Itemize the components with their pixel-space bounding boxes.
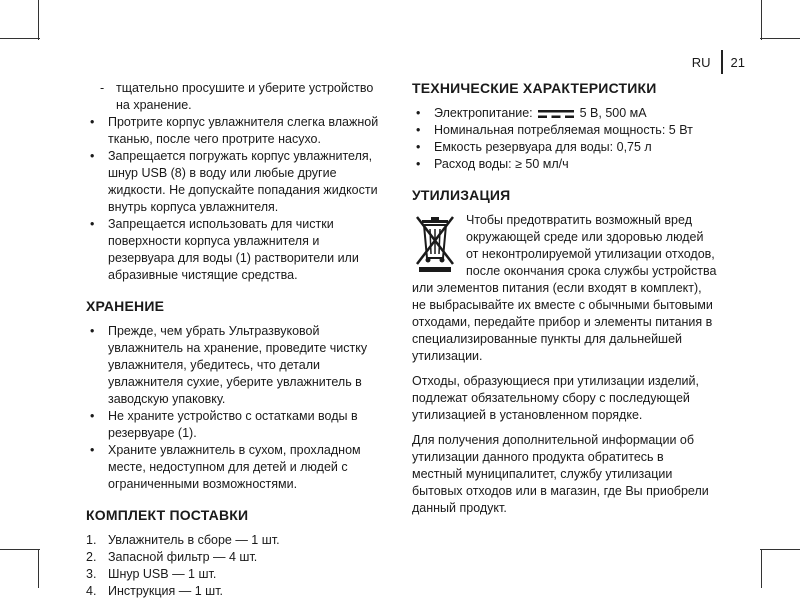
list-item [86, 583, 386, 600]
specs-list [412, 105, 717, 173]
list-item: • Расход воды: ≥ 50 мл/ч [412, 156, 717, 173]
right-column [412, 80, 717, 525]
item-text: Инструкция — 1 шт. [108, 584, 224, 598]
left-column [86, 80, 386, 600]
disposal-paragraph-1: Чтобы предотвратить возможный вред окружающей среде или здоровью людей от неконтролируемой утилизации отходов, после окончания срока службы устройства или элементов питания (если входят в комплект), не выбрасывайте их вместе с обычными бытовыми отходами, передайте прибор и элементы питания в специализированные пункты для дальнейшей утилизации. [412, 213, 717, 363]
list-item: • Протрите корпус увлажнителя слегка влажной тканью, после чего протрите насухо. [86, 114, 386, 148]
language-code: RU [691, 54, 711, 70]
disposal-block [412, 212, 717, 365]
item-text: Шнур USB — 1 шт. [108, 567, 217, 581]
crop-mark-bottom-left-v [38, 550, 39, 588]
disposal-paragraph-3: Для получения дополнительной информации об утилизации данного продукта обратитесь в местный муниципалитет, службу утилизации бытовых отходов или в магазин, где Вы приобрели данный продукт. [412, 433, 709, 515]
spec-power-value: 5 В, 500 мА [579, 106, 647, 120]
package-heading: КОМПЛЕКТ ПОСТАВКИ [86, 507, 249, 523]
item-number: 4. [86, 584, 97, 598]
weee-crossed-bin-icon [412, 214, 458, 274]
list-item [86, 549, 386, 566]
page-number: 21 [730, 54, 745, 70]
crop-mark-bottom-right-h [760, 549, 800, 550]
care-list [86, 80, 386, 284]
page-header [692, 50, 745, 74]
list-item [86, 532, 386, 549]
spec-power-label: Электропитание: [434, 106, 533, 120]
item-text: Запасной фильтр — 4 шт. [108, 550, 258, 564]
crop-mark-top-right-h [760, 38, 800, 39]
list-item: • Емкость резервуара для воды: 0,75 л [412, 139, 717, 156]
list-item: • Запрещается погружать корпус увлажнителя, шнур USB (8) в воду или любые другие жидкости. Не допускайте попадания жидкости внутрь корпуса увлажнителя. [86, 148, 386, 216]
storage-heading: ХРАНЕНИЕ [86, 298, 165, 314]
dc-current-icon [538, 109, 574, 119]
list-item: • Прежде, чем убрать Ультразвуковой увлажнитель на хранение, проведите чистку увлажнителя, убедитесь, что детали увлажнителя сухие, уберите увлажнитель в заводскую упаковку. [86, 323, 386, 408]
crop-mark-top-right-v [761, 0, 762, 40]
list-item: • Запрещается использовать для чистки поверхности корпуса увлажнителя и резервуара для воды (1) растворители или абразивные чистящие средства. [86, 216, 386, 284]
disposal-heading: УТИЛИЗАЦИЯ [412, 187, 511, 203]
crop-mark-top-left-h [0, 38, 40, 39]
list-item [86, 566, 386, 583]
item-number: 2. [86, 550, 97, 564]
item-text: Увлажнитель в сборе — 1 шт. [108, 533, 280, 547]
package-list [86, 532, 386, 600]
crop-mark-top-left-v [38, 0, 39, 40]
header-separator [721, 50, 723, 74]
list-item: • Не храните устройство с остатками воды в резервуаре (1). [86, 408, 386, 442]
item-number: 1. [86, 533, 97, 547]
crop-mark-bottom-left-h [0, 549, 40, 550]
item-number: 3. [86, 567, 97, 581]
storage-list [86, 323, 386, 493]
crop-mark-bottom-right-v [761, 550, 762, 588]
disposal-paragraph-2: Отходы, образующиеся при утилизации изделий, подлежат обязательному сбору с последующей утилизацией в установленном порядке. [412, 374, 699, 422]
list-item: • Номинальная потребляемая мощность: 5 Вт [412, 122, 717, 139]
list-item: • Храните увлажнитель в сухом, прохладном месте, недоступном для детей и людей с ограниченными возможностями. [86, 442, 386, 493]
list-item: - тщательно просушите и уберите устройство на хранение. [86, 80, 386, 114]
list-item [412, 105, 717, 122]
specs-heading: ТЕХНИЧЕСКИЕ ХАРАКТЕРИСТИКИ [412, 80, 657, 96]
